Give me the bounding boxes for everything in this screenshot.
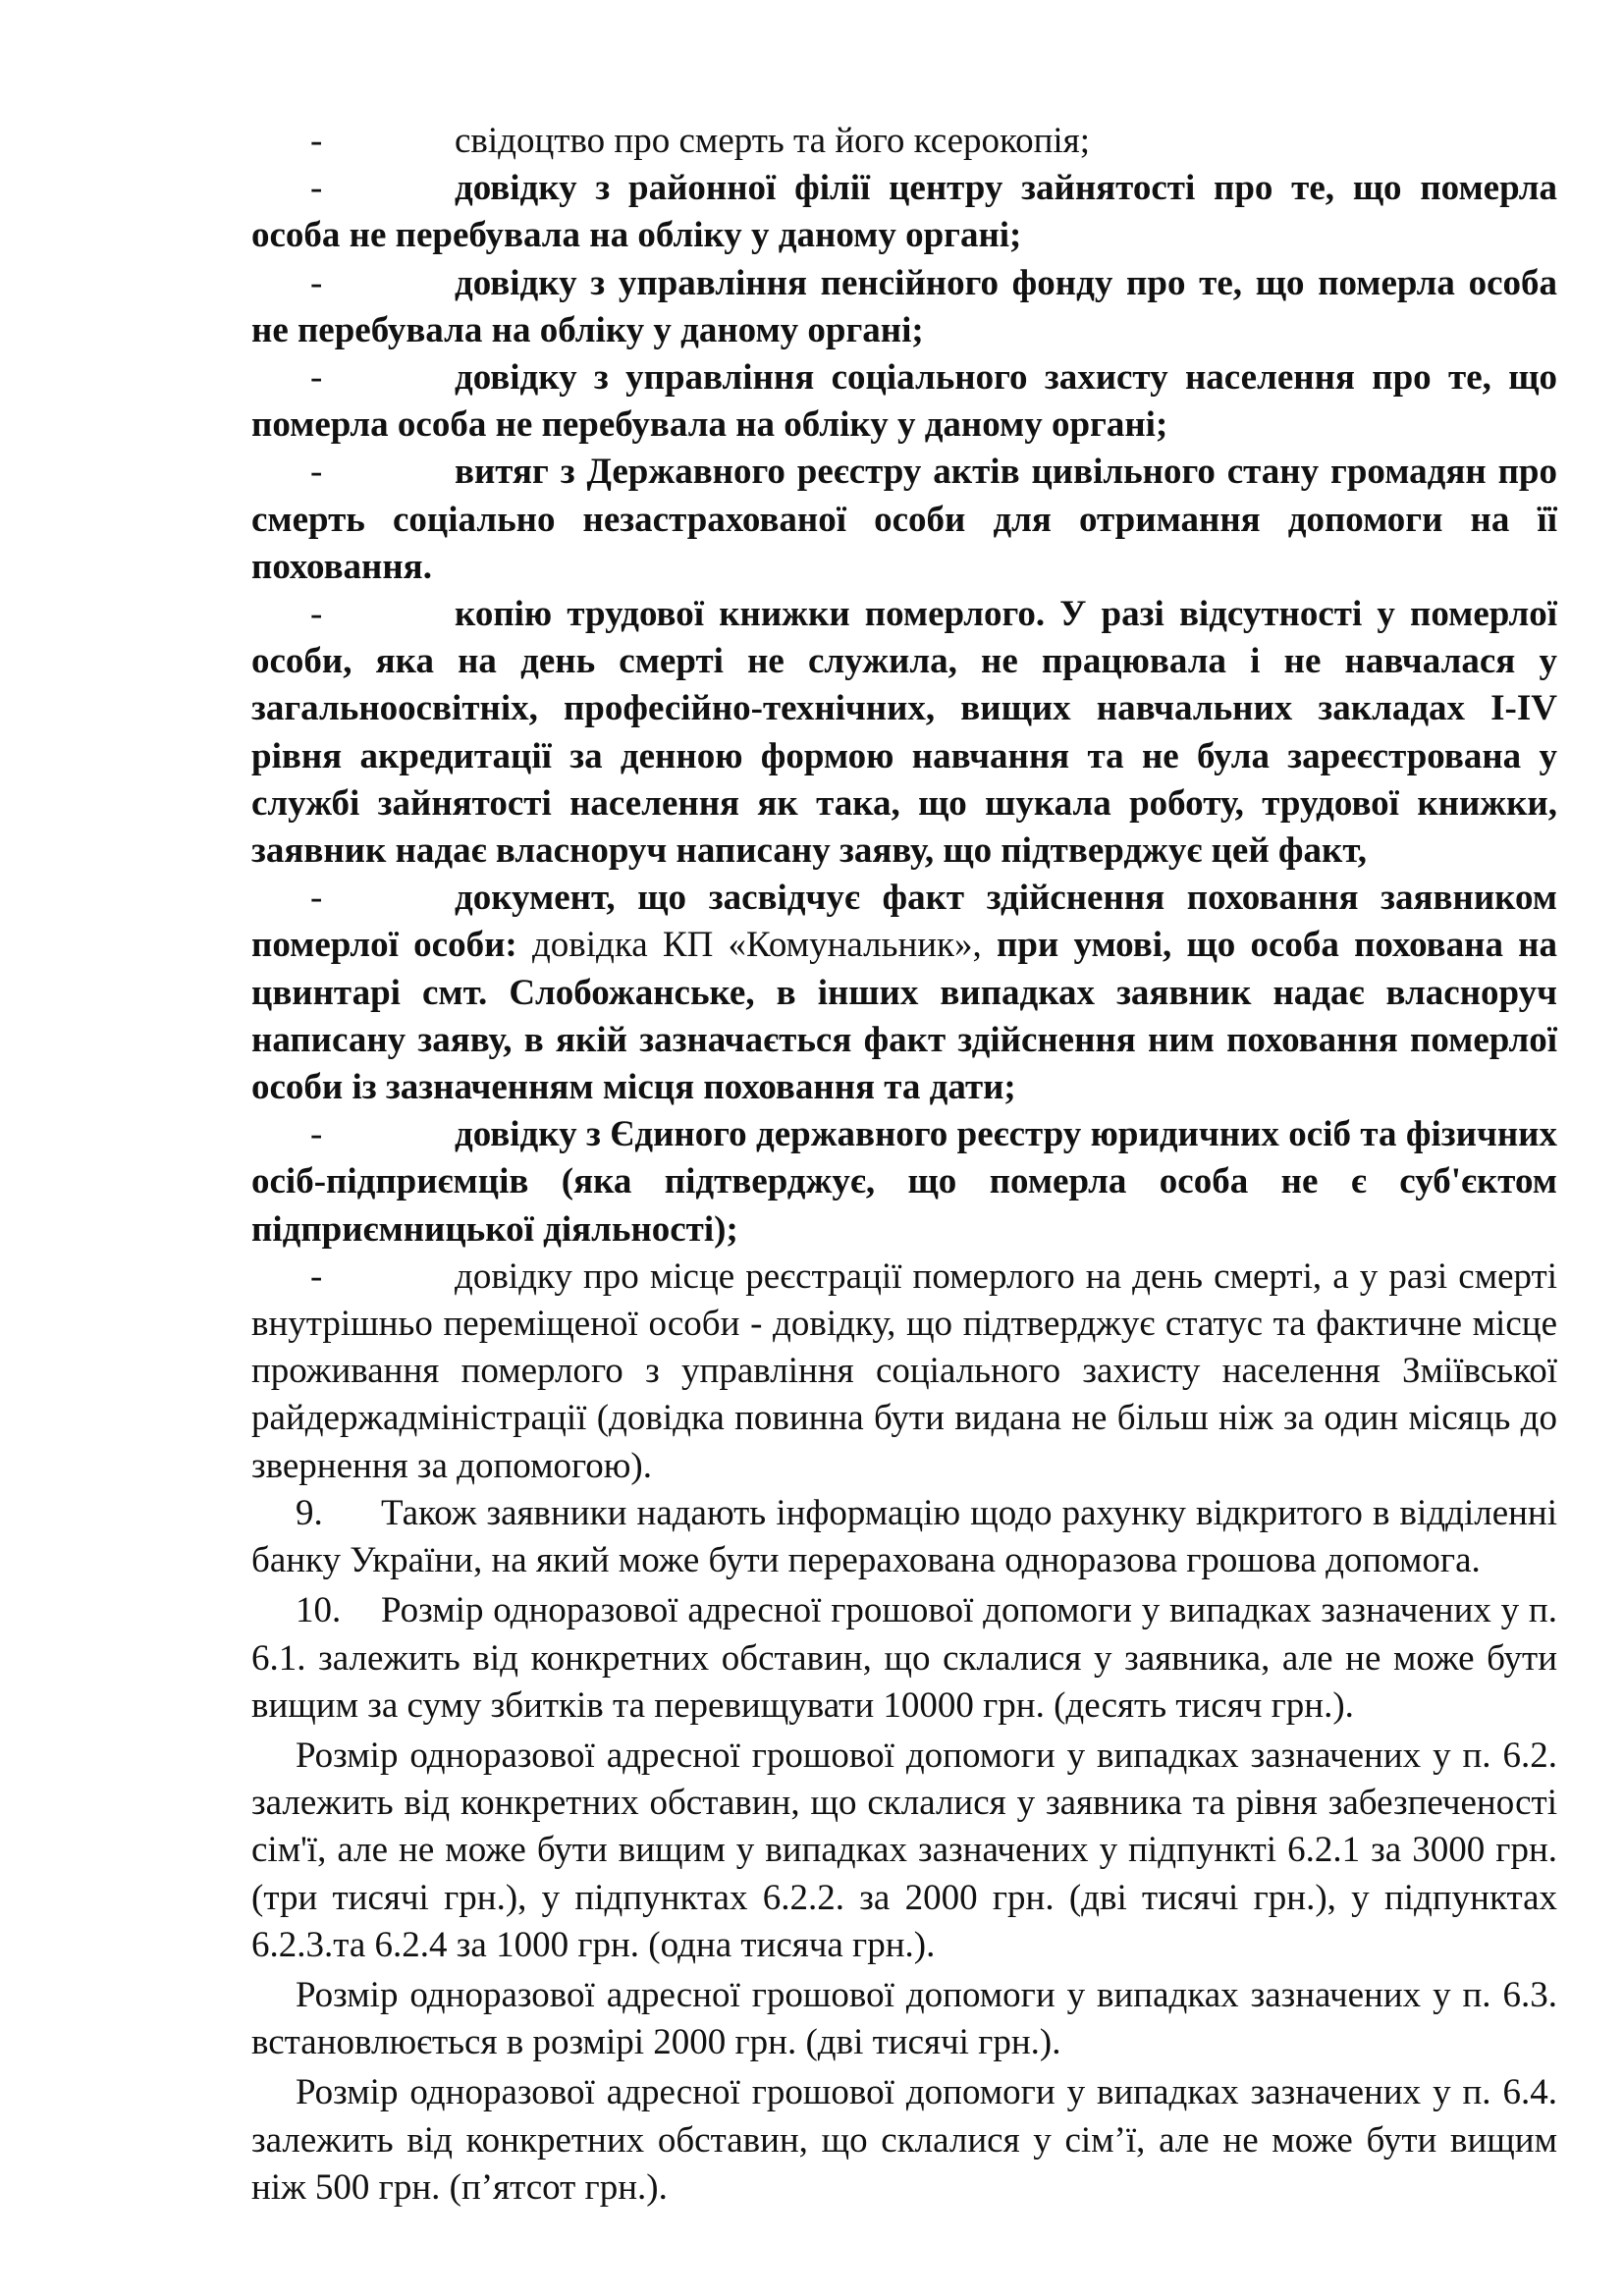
document-body xyxy=(251,118,1557,2212)
list-item xyxy=(251,118,1557,165)
list-item-text: довідку з районної філії центру зайнятості про те, що померла особа не перебувала на обліку у даному органі; xyxy=(251,168,1557,256)
paragraph: Розмір одноразової адресної грошової допомоги у випадках зазначених у п. 6.2. залежить від конкретних обставин, що склалися у заявника та рівня забезпеченості сім'ї, але не може бути вищим у випадках зазначених у підпункті 6.2.1 за 3000 грн. (три тисячі грн.), у підпунктах 6.2.2. за 2000 грн. (дві тисячі грн.), у підпунктах 6.2.3.та 6.2.4 за 1000 грн. (одна тисяча грн.). xyxy=(251,1735,1557,1965)
list-item xyxy=(251,165,1557,259)
list-dash: - xyxy=(310,168,323,209)
numbered-paragraph xyxy=(251,1587,1557,1730)
paragraph-number: 10. xyxy=(296,1590,342,1631)
list-dash: - xyxy=(310,262,323,303)
list-item-text: довідку про місце реєстрації померлого на день смерті, а у разі смерті внутрішньо переміщеної особи - довідку, що підтверджує статус та фактичне місце проживання померлого з управління соціального захисту населення Зміївської райдержадміністрації (довідка повинна бути видана не більш ніж за один місяць до звернення за допомогою). xyxy=(251,1255,1557,1486)
list-dash: - xyxy=(310,452,323,493)
list-item-text-bold: при умові, що особа похована на цвинтарі смт. Слобожанське, в інших випадках заявник надає власноруч написану заяву, в якій зазначається факт здійснення ним поховання померлої особи із зазначенням місця поховання та дати; xyxy=(251,925,1558,1108)
paragraph-text: Також заявники надають інформацію щодо рахунку відкритого в відділенні банку України, на який може бути перерахована одноразова грошова допомога. xyxy=(251,1492,1557,1581)
list-dash: - xyxy=(310,121,323,161)
list-item-text: свідоцтво про смерть та його ксерокопія; xyxy=(455,121,1090,161)
list-item xyxy=(251,875,1557,1111)
list-item xyxy=(251,354,1557,449)
paragraph-number: 9. xyxy=(296,1492,323,1533)
numbered-paragraph xyxy=(251,1490,1557,1584)
list-item xyxy=(251,1254,1557,1490)
list-dash: - xyxy=(310,1255,323,1297)
list-dash: - xyxy=(310,878,323,919)
list-item-text: копію трудової книжки померлого. У разі відсутності у померлої особи, яка на день смерті не служила, не працювала і не навчалася у загальноосвітніх, професійно-технічних, вищих навчальних закладах I-IV рівня акредитації за денною формою навчання та не була зареєстрована у службі зайнятості населення як така, що шукала роботу, трудової книжки, заявник надає власноруч написану заяву, що підтверджує цей факт, xyxy=(251,594,1557,872)
list-item-text-regular: довідка КП «Комунальник», xyxy=(516,925,998,966)
list-dash: - xyxy=(310,594,323,635)
list-dash: - xyxy=(310,357,323,399)
list-item xyxy=(251,260,1557,354)
paragraph: Розмір одноразової адресної грошової допомоги у випадках зазначених у п. 6.4. залежить від конкретних обставин, що склалися у сім’ї, але не може бути вищим ніж 500 грн. (п’ятсот грн.). xyxy=(251,2072,1557,2208)
list-item xyxy=(251,591,1557,875)
list-dash: - xyxy=(310,1114,323,1155)
list-item-text: витяг з Державного реєстру актів цивільного стану громадян про смерть соціально незастрахованої особи для отримання допомоги на її поховання. xyxy=(251,452,1557,587)
list-item-text: довідку з управління соціального захисту населення про те, що померла особа не перебувала на обліку у даному органі; xyxy=(251,357,1557,446)
list-item-text: довідку з управління пенсійного фонду про те, що померла особа не перебувала на обліку у даному органі; xyxy=(251,262,1557,350)
list-item-text-bold: документ, що засвідчує факт здійснення поховання заявником померлої особи: xyxy=(251,878,1557,966)
paragraph-text: Розмір одноразової адресної грошової допомоги у випадках зазначених у п. 6.1. залежить від конкретних обставин, що склалися у заявника, але не може бути вищим за суму збитків та перевищувати 10000 грн. (десять тисяч грн.). xyxy=(251,1590,1557,1726)
paragraph: Розмір одноразової адресної грошової допомоги у випадках зазначених у п. 6.3. встановлюється в розмірі 2000 грн. (дві тисячі грн.). xyxy=(251,1974,1557,2063)
list-item xyxy=(251,1111,1557,1254)
list-item-text: довідку з Єдиного державного реєстру юридичних осіб та фізичних осіб-підприємців (яка підтверджує, що померла особа не є суб'єктом підприємницької діяльності); xyxy=(251,1114,1557,1250)
list-item xyxy=(251,449,1557,591)
